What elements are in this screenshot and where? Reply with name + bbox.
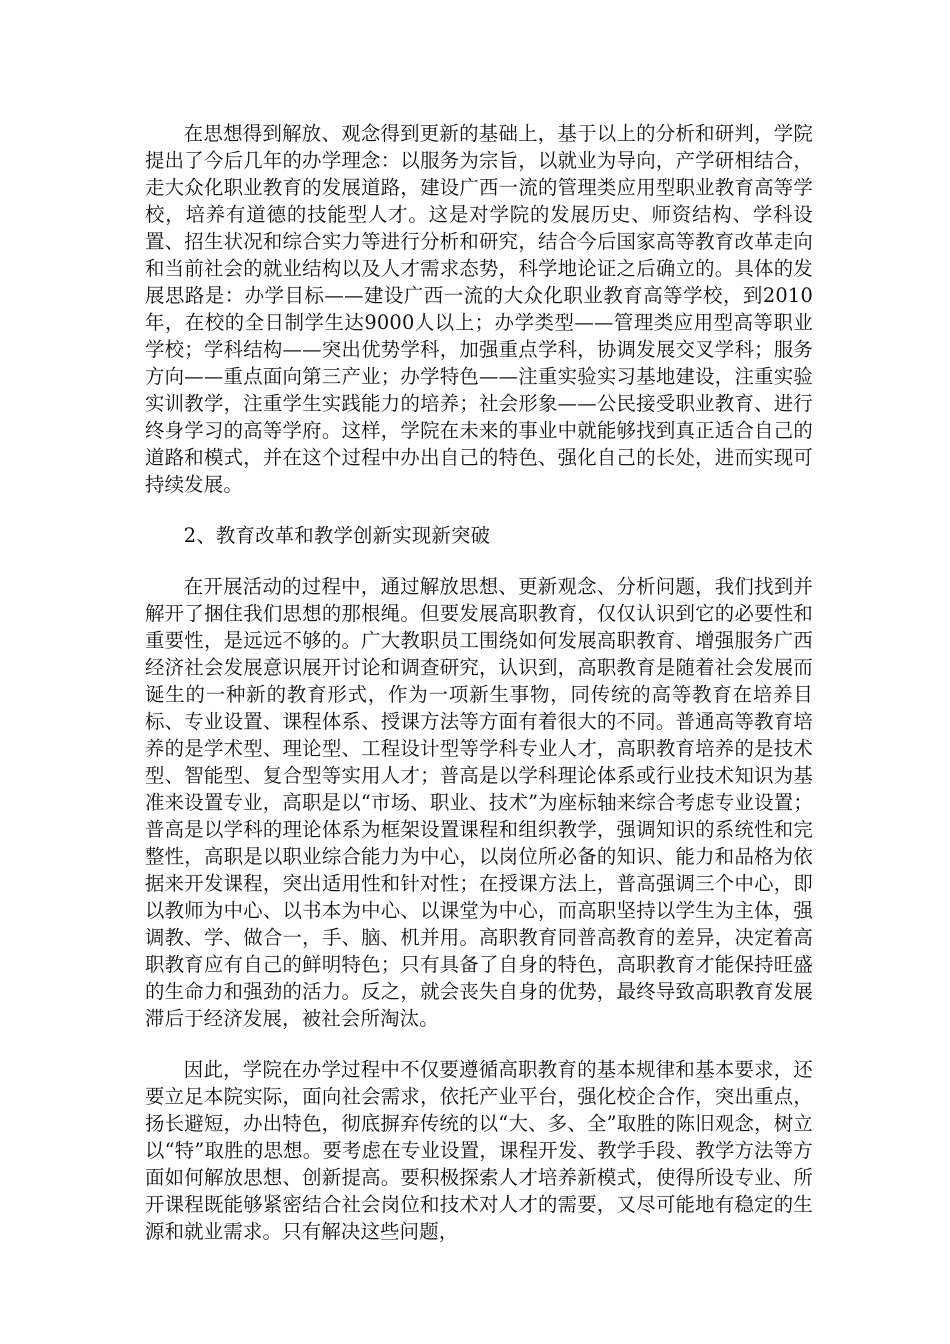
paragraph-therefore: 因此，学院在办学过程中不仅要遵循高职教育的基本规律和基本要求，还要立足本院实际，面向社会需求，依托产业平台，强化校企合作，突出重点，扬长避短，办出特色，彻底摒弃传统的以“大、多、全”取胜的陈旧观念，树立以“特”取胜的思想。要考虑在专业设置，课程开发、教学手段、教学方法等方面如何解放思想、创新提高。要积极探索人才培养新模式，使得所设专业、所开课程既能够紧密结合社会岗位和技术对人才的需要，又尽可能地有稳定的生源和就业需求。只有解决这些问题， (145, 1058, 813, 1243)
section-heading: 2、教育改革和教学创新实现新突破 (183, 524, 491, 547)
paragraph-reform: 在开展活动的过程中，通过解放思想、更新观念、分析问题，我们找到并解开了捆住我们思想的那根绳。但要发展高职教育，仅仅认识到它的必要性和重要性，是远远不够的。广大教职员工围绕如何发展高职教育、增强服务广西经济社会发展意识展开讨论和调查研究，认识到，高职教育是随着社会发展而诞生的一种新的教育形式，作为一项新生事物，同传统的高等教育在培养目标、专业设置、课程体系、授课方法等方面有着很大的不同。普通高等教育培养的是学术型、理论型、工程设计型等学科专业人才，高职教育培养的是技术型、智能型、复合型等实用人才；普高是以学科理论体系或行业技术知识为基准来设置专业，高职是以“市场、职业、技术”为座标轴来综合考虑专业设置；普高是以学科的理论体系为框架设置课程和组织教学，强调知识的系统性和完整性，高职是以职业综合能力为中心，以岗位所必备的知识、能力和品格为依据来开发课程，突出适用性和针对性；在授课方法上，普高强调三个中心，即以教师为中心、以书本为中心、以课堂为中心，而高职坚持以学生为主体，强调教、学、做合一，手、脑、机并用。高职教育同普高教育的差异，决定着高职教育应有自己的鲜明特色；只有具备了自身的特色，高职教育才能保持旺盛的生命力和强劲的活力。反之，就会丧失自身的优势，最终导致高职教育发展滞后于经济发展，被社会所淘汰。 (145, 575, 813, 1030)
paragraph-gap (145, 1032, 813, 1056)
document-page (145, 120, 813, 1245)
paragraph-gap (145, 549, 813, 573)
paragraph-philosophy: 在思想得到解放、观念得到更新的基础上，基于以上的分析和研判，学院提出了今后几年的办学理念：以服务为宗旨，以就业为导向，产学研相结合，走大众化职业教育的发展道路，建设广西一流的管理类应用型职业教育高等学校，培养有道德的技能型人才。这是对学院的发展历史、师资结构、学科设置、招生状况和综合实力等进行分析和研究，结合今后国家高等教育改革走向和当前社会的就业结构以及人才需求态势，科学地论证之后确立的。具体的发展思路是：办学目标——建设广西一流的大众化职业教育高等学校，到2010年，在校的全日制学生达9000人以上；办学类型——管理类应用型高等职业学校；学科结构——突出优势学科，加强重点学科，协调发展交叉学科；服务方向——重点面向第三产业；办学特色——注重实验实习基地建设，注重实验实训教学，注重学生实践能力的培养；社会形象——公民接受职业教育、进行终身学习的高等学府。这样，学院在未来的事业中就能够找到真正适合自己的道路和模式，并在这个过程中办出自己的特色、强化自己的长处，进而实现可持续发展。 (145, 122, 813, 496)
paragraph-gap (145, 498, 813, 522)
